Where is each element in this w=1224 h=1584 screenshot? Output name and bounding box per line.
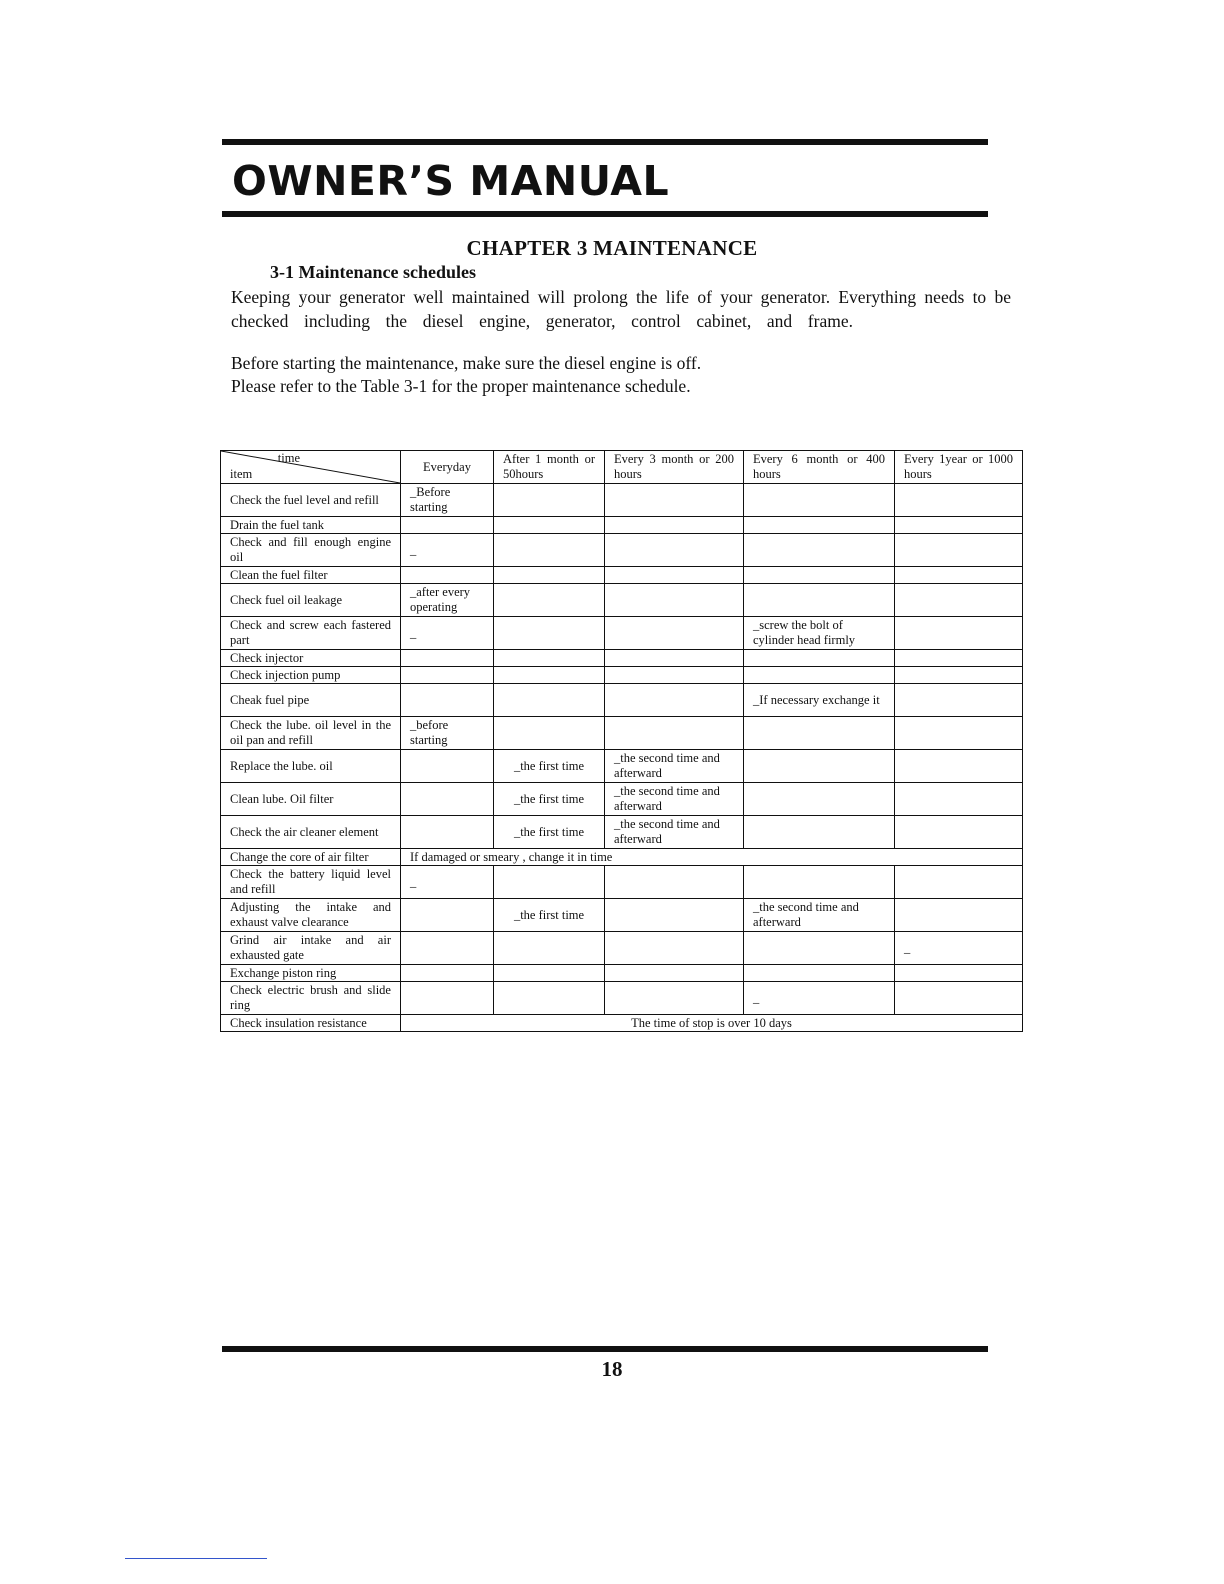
table-row	[221, 932, 1023, 965]
cell-every-3-month	[605, 484, 744, 517]
item-cell: Adjusting the intake and exhaust valve clearance	[221, 899, 401, 932]
table-reference: Please refer to the Table 3-1 for the proper maintenance schedule.	[231, 376, 691, 396]
cell-every-1-year	[895, 684, 1023, 717]
cell-everyday	[401, 899, 494, 932]
cell-everyday	[401, 965, 494, 982]
header-everyday: Everyday	[401, 451, 494, 484]
cell-after-1-month: _the first time	[494, 750, 605, 783]
table-row	[221, 684, 1023, 717]
cell-every-6-month	[744, 750, 895, 783]
cell-every-6-month: _screw the bolt of cylinder head firmly	[744, 617, 895, 650]
cell-after-1-month	[494, 965, 605, 982]
cell-everyday	[401, 750, 494, 783]
table-row	[221, 484, 1023, 517]
cell-every-1-year	[895, 517, 1023, 534]
page-number: 18	[601, 1357, 623, 1381]
cell-every-3-month	[605, 534, 744, 567]
cell-every-6-month	[744, 650, 895, 667]
footer-rule	[222, 1346, 988, 1352]
cell-after-1-month	[494, 484, 605, 517]
diagonal-header-cell	[221, 451, 401, 484]
cell-every-6-month	[744, 567, 895, 584]
table-row	[221, 567, 1023, 584]
cell-every-1-year	[895, 750, 1023, 783]
cell-every-3-month	[605, 717, 744, 750]
item-cell: Grind air intake and air exhausted gate	[221, 932, 401, 965]
cell-after-1-month	[494, 667, 605, 684]
cell-everyday	[401, 932, 494, 965]
table-row	[221, 750, 1023, 783]
cell-after-1-month	[494, 684, 605, 717]
item-cell: Clean lube. Oil filter	[221, 783, 401, 816]
safety-note: Before starting the maintenance, make sure the diesel engine is off.	[231, 353, 702, 373]
table-row	[221, 849, 1023, 866]
table-row	[221, 816, 1023, 849]
cell-every-1-year	[895, 484, 1023, 517]
table-row	[221, 965, 1023, 982]
cell-every-3-month	[605, 965, 744, 982]
cell-everyday: _Before starting	[401, 484, 494, 517]
item-cell: Check electric brush and slide ring	[221, 982, 401, 1015]
cell-every-3-month	[605, 584, 744, 617]
cell-every-1-year	[895, 965, 1023, 982]
page-title: OWNER’S MANUAL	[232, 157, 670, 205]
item-cell: Check the battery liquid level and refill	[221, 866, 401, 899]
item-cell: Drain the fuel tank	[221, 517, 401, 534]
cell-every-1-year	[895, 816, 1023, 849]
cell-everyday	[401, 667, 494, 684]
item-cell: Check and fill enough engine oil	[221, 534, 401, 567]
cell-everyday	[401, 567, 494, 584]
cell-after-1-month: _the first time	[494, 783, 605, 816]
cell-every-1-year	[895, 717, 1023, 750]
cell-every-6-month	[744, 932, 895, 965]
intro-line-1: Keeping your generator well maintained will prolong the life of your generator. Everything needs to be	[231, 287, 1011, 307]
cell-after-1-month	[494, 932, 605, 965]
cell-every-1-year	[895, 667, 1023, 684]
cell-every-6-month	[744, 965, 895, 982]
cell-after-1-month	[494, 866, 605, 899]
span-note-cell: If damaged or smeary , change it in time	[401, 849, 1023, 866]
cell-everyday	[401, 982, 494, 1015]
cell-everyday: _after every operating	[401, 584, 494, 617]
cell-every-3-month: _the second time and afterward	[605, 783, 744, 816]
cell-every-3-month	[605, 517, 744, 534]
table-row	[221, 899, 1023, 932]
cell-every-3-month	[605, 650, 744, 667]
cell-everyday: _before starting	[401, 717, 494, 750]
cell-every-1-year	[895, 783, 1023, 816]
table-row	[221, 534, 1023, 567]
item-cell: Check and screw each fastered part	[221, 617, 401, 650]
table-row	[221, 617, 1023, 650]
header-every-3-month: Every 3 month or 200 hours	[605, 451, 744, 484]
cell-everyday: _	[401, 866, 494, 899]
table-row	[221, 982, 1023, 1015]
cell-every-3-month: _the second time and afterward	[605, 750, 744, 783]
cell-every-6-month	[744, 866, 895, 899]
cell-every-3-month	[605, 684, 744, 717]
cell-every-1-year	[895, 584, 1023, 617]
item-cell: Exchange piston ring	[221, 965, 401, 982]
cell-every-6-month: _If necessary exchange it	[744, 684, 895, 717]
cell-every-6-month	[744, 783, 895, 816]
table-row	[221, 584, 1023, 617]
cell-every-1-year	[895, 982, 1023, 1015]
cell-everyday	[401, 783, 494, 816]
cell-after-1-month	[494, 717, 605, 750]
table-row	[221, 517, 1023, 534]
cell-every-6-month	[744, 517, 895, 534]
chapter-heading: CHAPTER 3 MAINTENANCE	[466, 236, 758, 260]
header-every-6-month: Every 6 month or 400 hours	[744, 451, 895, 484]
table-row	[221, 783, 1023, 816]
cell-every-1-year	[895, 567, 1023, 584]
table-row	[221, 866, 1023, 899]
footer-link-underline	[125, 1558, 267, 1559]
span-note-cell: The time of stop is over 10 days	[401, 1015, 1023, 1032]
item-cell: Clean the fuel filter	[221, 567, 401, 584]
cell-every-3-month	[605, 932, 744, 965]
cell-every-6-month	[744, 484, 895, 517]
header-item-label: item	[230, 467, 253, 481]
cell-after-1-month: _the first time	[494, 899, 605, 932]
section-heading: 3-1 Maintenance schedules	[270, 262, 476, 282]
table-row	[221, 717, 1023, 750]
item-cell: Check the air cleaner element	[221, 816, 401, 849]
cell-every-3-month	[605, 899, 744, 932]
table-header-row	[221, 451, 1023, 484]
cell-every-1-year	[895, 866, 1023, 899]
cell-everyday	[401, 517, 494, 534]
cell-every-6-month: _the second time and afterward	[744, 899, 895, 932]
item-cell: Check injector	[221, 650, 401, 667]
intro-line-2: checked including the diesel engine, generator, control cabinet, and frame.	[231, 311, 853, 331]
cell-every-3-month: _the second time and afterward	[605, 816, 744, 849]
cell-every-3-month	[605, 982, 744, 1015]
header-after-1-month: After 1 month or 50hours	[494, 451, 605, 484]
cell-everyday: _	[401, 534, 494, 567]
item-cell: Check the lube. oil level in the oil pan and refill	[221, 717, 401, 750]
cell-everyday: _	[401, 617, 494, 650]
item-cell: Replace the lube. oil	[221, 750, 401, 783]
item-cell: Change the core of air filter	[221, 849, 401, 866]
intro-paragraph	[231, 285, 1011, 333]
cell-every-3-month	[605, 866, 744, 899]
cell-after-1-month	[494, 567, 605, 584]
cell-every-1-year	[895, 617, 1023, 650]
table-row	[221, 650, 1023, 667]
item-cell: Cheak fuel pipe	[221, 684, 401, 717]
cell-after-1-month	[494, 584, 605, 617]
cell-every-6-month	[744, 667, 895, 684]
cell-every-1-year	[895, 899, 1023, 932]
title-rule	[222, 211, 988, 217]
cell-after-1-month	[494, 617, 605, 650]
cell-every-6-month	[744, 717, 895, 750]
top-rule	[222, 139, 988, 145]
item-cell: Check fuel oil leakage	[221, 584, 401, 617]
cell-everyday	[401, 650, 494, 667]
cell-every-1-year: _	[895, 932, 1023, 965]
cell-every-6-month	[744, 584, 895, 617]
cell-every-6-month: _	[744, 982, 895, 1015]
cell-every-6-month	[744, 534, 895, 567]
cell-every-1-year	[895, 650, 1023, 667]
table-row	[221, 1015, 1023, 1032]
cell-after-1-month	[494, 650, 605, 667]
cell-after-1-month: _the first time	[494, 816, 605, 849]
cell-everyday	[401, 684, 494, 717]
table-row	[221, 667, 1023, 684]
cell-every-3-month	[605, 667, 744, 684]
maintenance-schedule-table	[220, 450, 1023, 1032]
cell-after-1-month	[494, 517, 605, 534]
header-time-label: time	[277, 451, 300, 465]
cell-every-6-month	[744, 816, 895, 849]
cell-every-3-month	[605, 617, 744, 650]
cell-every-1-year	[895, 534, 1023, 567]
cell-everyday	[401, 816, 494, 849]
cell-every-3-month	[605, 567, 744, 584]
cell-after-1-month	[494, 982, 605, 1015]
header-every-1-year: Every 1year or 1000 hours	[895, 451, 1023, 484]
item-cell: Check injection pump	[221, 667, 401, 684]
item-cell: Check the fuel level and refill	[221, 484, 401, 517]
cell-after-1-month	[494, 534, 605, 567]
item-cell: Check insulation resistance	[221, 1015, 401, 1032]
